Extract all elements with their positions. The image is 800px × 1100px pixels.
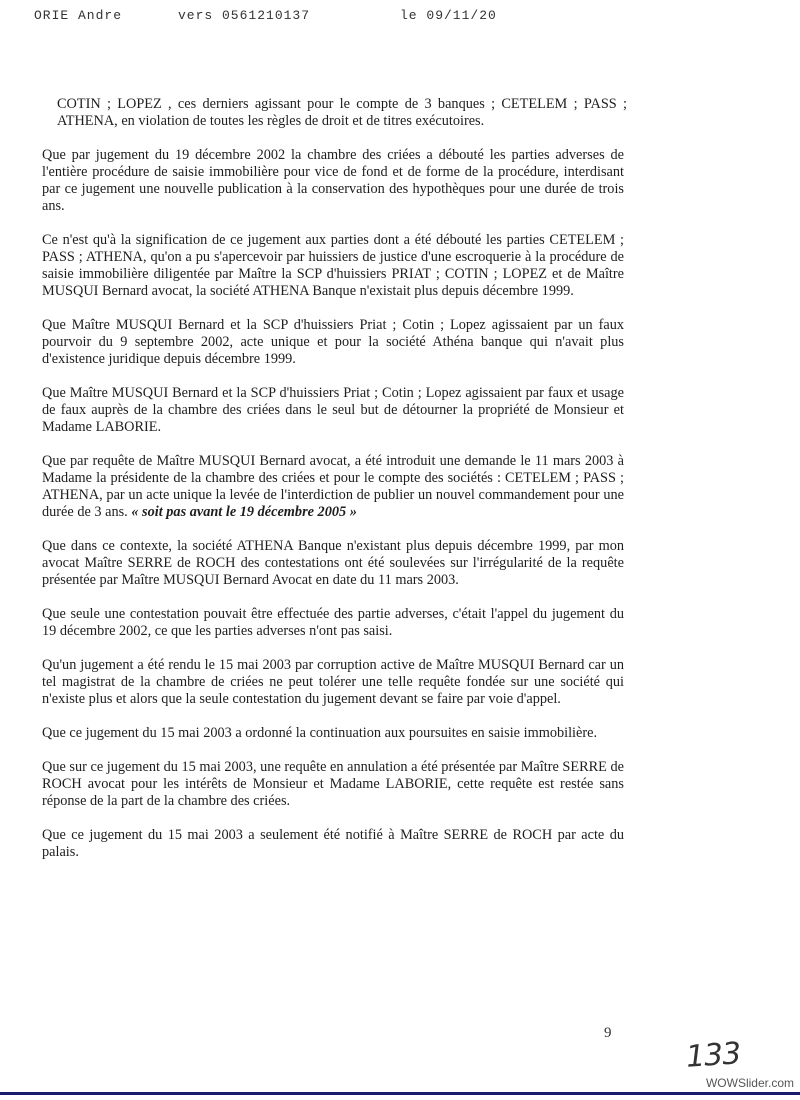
paragraph-7: Que dans ce contexte, la société ATHENA Banque n'existant plus depuis décembre 1999, par mon avocat Maître SERRE de ROCH des contestations ont été soulevées sur l'irrégularité de la requête présentée par Maître MUSQUI Bernard Avocat en date du 11 mars 2003. [42,538,624,588]
paragraph-5: Que Maître MUSQUI Bernard et la SCP d'huissiers Priat ; Cotin ; Lopez agissaient par faux et usage de faux auprès de la chambre des criées dans le seul but de détourner la propriété de Monsieur et Madame LABORIE. [42,385,624,435]
paragraph-2: Que par jugement du 19 décembre 2002 la chambre des criées a débouté les parties adverses de l'entière procédure de saisie immobilière pour vice de fond et de forme de la procédure, interdisant par ce jugement une nouvelle publication à la conservation des hypothèques pour une durée de trois ans. [42,147,624,214]
page-number: 9 [604,1025,612,1041]
paragraph-12: Que ce jugement du 15 mai 2003 a seulement été notifié à Maître SERRE de ROCH par acte du palais. [42,827,624,860]
paragraph-6-emphasis: « soit pas avant le 19 décembre 2005 » [131,504,357,520]
paragraph-1: COTIN ; LOPEZ , ces derniers agissant pour le compte de 3 banques ; CETELEM ; PASS ; ATHENA, en violation de toutes les règles de droit et de titres exécutoires. [57,96,627,129]
paragraph-9: Qu'un jugement a été rendu le 15 mai 2003 par corruption active de Maître MUSQUI Bernard car un tel magistrat de la chambre de criées ne peut tolérer une telle requête fondée sur une société qui n'existe plus et alors que la seule contestation du jugement devant se faire par voie d'appel. [42,657,624,707]
fax-header [0,4,800,26]
handwritten-page-number: 133 [684,1036,742,1075]
bottom-rule [0,1092,800,1095]
paragraph-8: Que seule une contestation pouvait être effectuée des partie adverses, c'était l'appel du jugement du 19 décembre 2002, ce que les parties adverses n'ont pas saisi. [42,606,624,639]
paragraph-4: Que Maître MUSQUI Bernard et la SCP d'huissiers Priat ; Cotin ; Lopez agissaient par un faux pourvoir du 9 septembre 2002, acte unique et pour la société Athéna banque qui n'avait plus d'existence juridique depuis décembre 1999. [42,317,624,367]
fax-sender: ORIE Andre [34,8,123,23]
paragraph-11: Que sur ce jugement du 15 mai 2003, une requête en annulation a été présentée par Maître SERRE de ROCH avocat pour les intérêts de Monsieur et Madame LABORIE, cette requête est restée sans réponse de la part de la chambre des criées. [42,759,624,809]
paragraph-6-text: Que par requête de Maître MUSQUI Bernard avocat, a été introduit une demande le 11 mars 2003 à Madame la présidente de la chambre des criées et pour le compte des sociétés : CETELEM ; PASS ; ATHENA, par un acte unique la levée de l'interdiction de publier un nouvel commandement pour une durée de 3 ans. [42,453,624,520]
paragraph-3: Ce n'est qu'à la signification de ce jugement aux parties dont a été débouté les parties CETELEM ; PASS ; ATHENA, qu'on a pu s'apercevoir par huissiers de justice d'une escroquerie à la procédure de saisie immobilière diligentée par Maître la SCP d'huissiers PRIAT ; COTIN ; LOPEZ et de Maître MUSQUI Bernard avocat, la société ATHENA Banque n'existait plus depuis décembre 1999. [42,232,624,299]
document-body [42,96,627,861]
fax-date: le 09/11/20 [400,8,497,23]
paragraph-10: Que ce jugement du 15 mai 2003 a ordonné la continuation aux poursuites en saisie immobilière. [42,725,598,741]
paragraph-6 [42,453,624,521]
watermark: WOWSlider.com [705,1076,794,1090]
fax-number: vers 0561210137 [178,8,311,23]
